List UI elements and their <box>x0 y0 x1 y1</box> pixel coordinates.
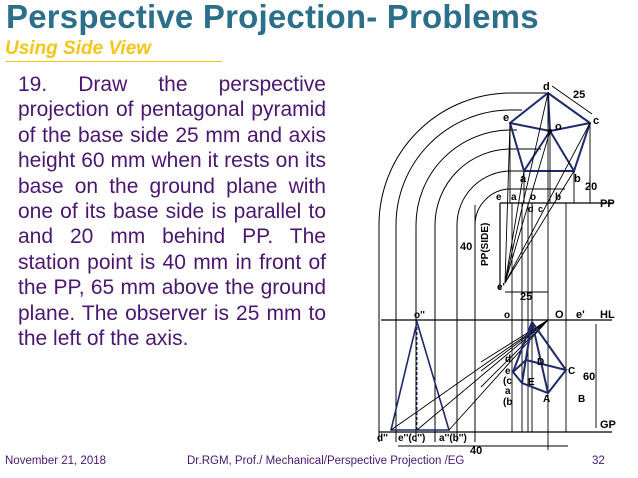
svg-text:e: e <box>496 192 502 203</box>
svg-text:b: b <box>555 192 562 203</box>
page-number: 32 <box>592 455 605 467</box>
footer-date: November 21, 2018 <box>5 455 107 467</box>
visual-rays-plan <box>505 93 590 283</box>
svg-text:c: c <box>593 115 600 127</box>
svg-text:o: o <box>530 192 537 203</box>
svg-text:PP: PP <box>600 198 615 210</box>
svg-text:40: 40 <box>460 241 473 253</box>
svg-text:HL: HL <box>600 309 615 321</box>
svg-text:a: a <box>520 173 527 185</box>
svg-text:d: d <box>543 81 550 93</box>
svg-text:e': e' <box>576 309 585 321</box>
svg-text:d: d <box>528 204 534 214</box>
svg-text:B: B <box>578 394 586 405</box>
svg-text:(c: (c <box>503 376 512 387</box>
svg-text:e': e' <box>497 282 505 293</box>
footer-credit: Dr.RGM, Prof./ Mechanical/Perspective Projection /EG <box>187 455 465 467</box>
svg-text:25: 25 <box>573 89 586 101</box>
svg-text:A: A <box>543 394 551 405</box>
svg-text:o: o <box>504 310 511 321</box>
svg-text:o: o <box>555 121 562 133</box>
svg-text:d: d <box>505 354 512 365</box>
svg-text:e: e <box>505 366 511 377</box>
svg-text:40: 40 <box>470 445 483 456</box>
side-view-pyramid <box>391 322 449 430</box>
svg-text:E: E <box>528 377 535 388</box>
svg-text:(b: (b <box>503 397 513 408</box>
svg-text:60: 60 <box>583 371 596 383</box>
svg-text:o'': o'' <box>414 310 425 321</box>
svg-text:d'': d'' <box>377 433 388 444</box>
slide-subtitle: Using Side View <box>5 38 152 59</box>
svg-text:20: 20 <box>585 181 598 193</box>
svg-text:C: C <box>568 366 576 377</box>
svg-text:c: c <box>538 204 544 214</box>
svg-text:25: 25 <box>520 291 533 303</box>
perspective-drawing <box>330 62 636 456</box>
svg-text:GP: GP <box>600 419 616 431</box>
slide-title: Perspective Projection- Problems <box>6 0 539 35</box>
svg-text:a: a <box>511 192 517 203</box>
svg-text:a''(b''): a''(b'') <box>439 433 467 444</box>
svg-text:a: a <box>505 386 511 397</box>
svg-text:D: D <box>537 357 545 368</box>
svg-text:b: b <box>574 173 581 185</box>
svg-text:O: O <box>555 309 564 321</box>
problem-statement: 19. Draw the perspective projection of pentagonal pyramid of the base side 25 mm and axis height 60 mm when it rests on its base on the ground plane with one of its base side is parallel to and 20 mm behind PP. The station point is 40 mm in front of the PP, 65 mm above the ground plane. The observer is 25 mm to the left of the axis. <box>18 73 326 351</box>
svg-text:PP(SIDE): PP(SIDE) <box>480 222 491 266</box>
svg-text:e: e <box>503 112 510 124</box>
subtitle-underline <box>6 61 222 62</box>
svg-text:e''(c''): e''(c'') <box>398 433 426 444</box>
